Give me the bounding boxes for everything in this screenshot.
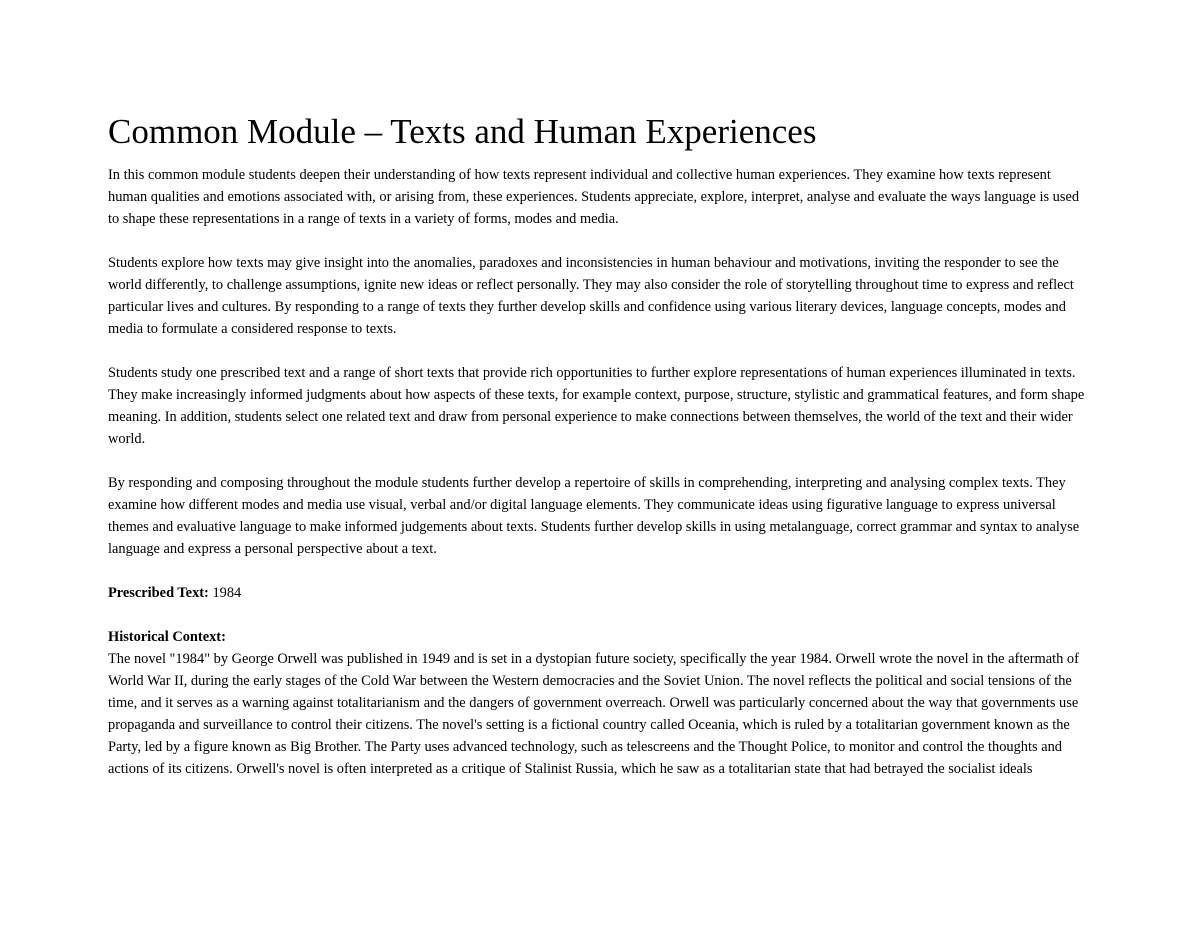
page-title: Common Module – Texts and Human Experiences — [108, 112, 817, 151]
prescribed-text-label: Prescribed Text: — [108, 585, 209, 601]
study-paragraph: Students study one prescribed text and a range of short texts that provide rich opportunities to further explore representations of human experiences illuminated in texts. They make increasingly informed judgments about how aspects of these texts, for example context, purpose, structure, stylistic and grammatical features, and form shape meaning. In addition, students select one related text and draw from personal experience to make connections between themselves, the world of the text and their wider world. — [108, 365, 1085, 447]
explore-paragraph: Students explore how texts may give insight into the anomalies, paradoxes and inconsistencies in human behaviour and motivations, inviting the responder to see the world differently, to challenge assumptions, ignite new ideas or reflect personally. They may also consider the role of storytelling throughout time to express and reflect particular lives and cultures. By responding to a range of texts they further develop skills and confidence using various literary devices, language concepts, modes and media to formulate a considered response to texts. — [108, 255, 1074, 337]
prescribed-text-value: 1984 — [208, 585, 242, 601]
composing-paragraph: By responding and composing throughout the module students further develop a repertoire of skills in comprehending, interpreting and analysing complex texts. They examine how different modes and media use visual, verbal and/or digital language elements. They communicate ideas using figurative language to express universal themes and evaluative language to make informed judgements about texts. Students further develop skills in using metalanguage, correct grammar and syntax to analyse language and express a personal perspective about a text. — [108, 475, 1080, 557]
historical-context-paragraph: The novel "1984" by George Orwell was published in 1949 and is set in a dystopian future society, specifically the year 1984. Orwell wrote the novel in the aftermath of World War II, during the early stages of the Cold War between the Western democracies and the Soviet Union. The novel reflects the political and social tensions of the time, and it serves as a warning against totalitarianism and the dangers of government overreach. Orwell was particularly concerned about the way that governments use propaganda and surveillance to control their citizens. The novel's setting is a fictional country called Oceania, which is ruled by a totalitarian government known as the Party, led by a figure known as Big Brother. The Party uses advanced technology, such as telescreens and the Thought Police, to monitor and control the thoughts and actions of its citizens. Orwell's novel is often interpreted as a critique of Stalinist Russia, which he saw as a totalitarian state that had betrayed the socialist ideals — [108, 651, 1079, 777]
document-page — [108, 108, 1093, 780]
historical-context-heading: Historical Context: — [108, 629, 226, 645]
intro-paragraph: In this common module students deepen their understanding of how texts represent individual and collective human experiences. They examine how texts represent human qualities and emotions associated with, or arising from, these experiences. Students appreciate, explore, interpret, analyse and evaluate the ways language is used to shape these representations in a range of texts in a variety of forms, modes and media. — [108, 167, 1080, 227]
prescribed-text-line — [108, 582, 1093, 604]
